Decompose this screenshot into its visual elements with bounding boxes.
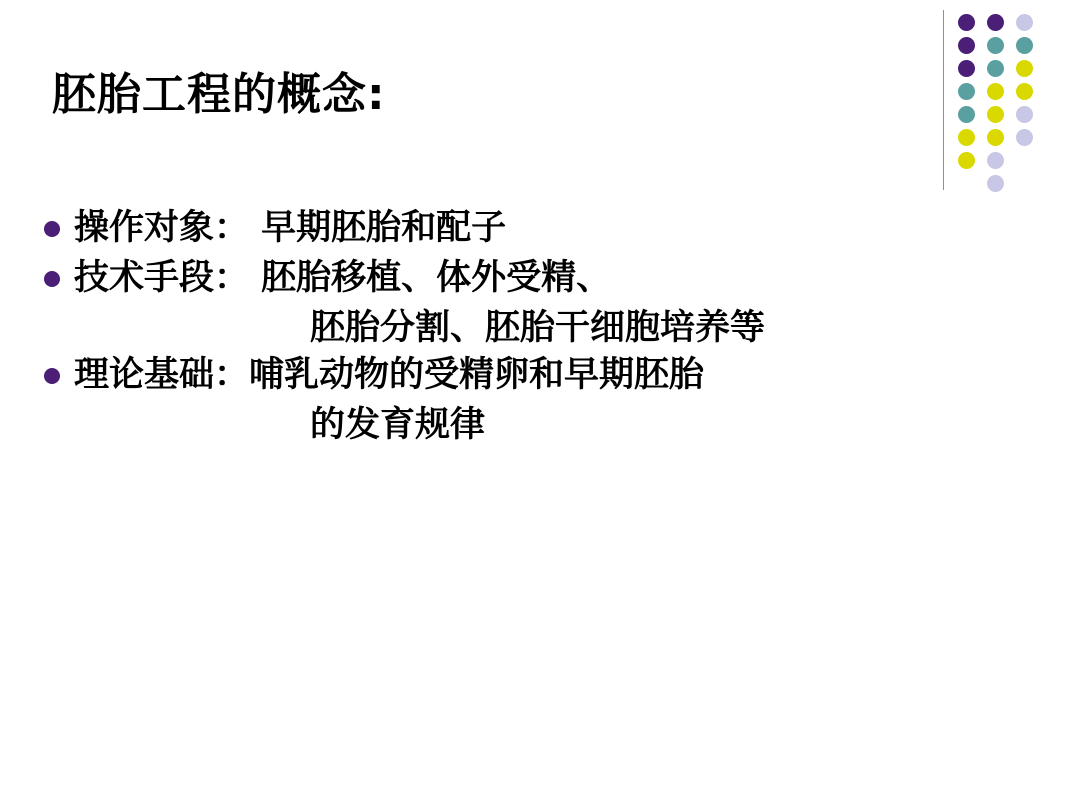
bullet-dot-icon [44, 368, 60, 384]
decorative-dot-icon [958, 106, 975, 123]
decorative-dot-icon [958, 152, 975, 169]
bullet-dot-icon [44, 271, 60, 287]
bullet-continuation-text: 的发育规律 [310, 404, 486, 445]
decorative-dot-icon [987, 60, 1004, 77]
decorative-dot-icon [1016, 37, 1033, 54]
decorative-dot-icon [1016, 14, 1033, 31]
decorative-dot-icon [1016, 129, 1033, 146]
list-item-continuation [44, 402, 964, 448]
decorative-dot-icon [987, 152, 1004, 169]
dot-grid-decoration [958, 14, 1068, 189]
decorative-dot-icon [1016, 106, 1033, 123]
decorative-dot-icon [958, 14, 975, 31]
decorative-dot-icon [958, 60, 975, 77]
bullet-list [44, 205, 964, 448]
decorative-dot-icon [987, 106, 1004, 123]
list-item [44, 352, 964, 398]
bullet-text: 理论基础：哺乳动物的受精卵和早期胚胎 [74, 354, 705, 395]
decorative-dot-icon [987, 83, 1004, 100]
decorative-dot-icon [987, 175, 1004, 192]
list-item [44, 205, 964, 251]
decorative-dot-icon [958, 129, 975, 146]
decorative-dot-icon [987, 37, 1004, 54]
vertical-divider [943, 10, 944, 190]
bullet-continuation-text: 胚胎分割、胚胎干细胞培养等 [310, 308, 766, 349]
decorative-dot-icon [1016, 60, 1033, 77]
decorative-dot-icon [958, 37, 975, 54]
decorative-dot-icon [1016, 83, 1033, 100]
bullet-text: 操作对象： 早期胚胎和配子 [74, 208, 507, 248]
decorative-dot-icon [987, 14, 1004, 31]
list-item-continuation [44, 305, 964, 351]
list-item [44, 255, 964, 301]
bullet-text: 技术手段： 胚胎移植、体外受精、 [74, 258, 612, 299]
decorative-dot-icon [987, 129, 1004, 146]
bullet-dot-icon [44, 221, 60, 237]
decorative-dot-icon [958, 83, 975, 100]
slide-title: 胚胎工程的概念: [52, 69, 386, 120]
